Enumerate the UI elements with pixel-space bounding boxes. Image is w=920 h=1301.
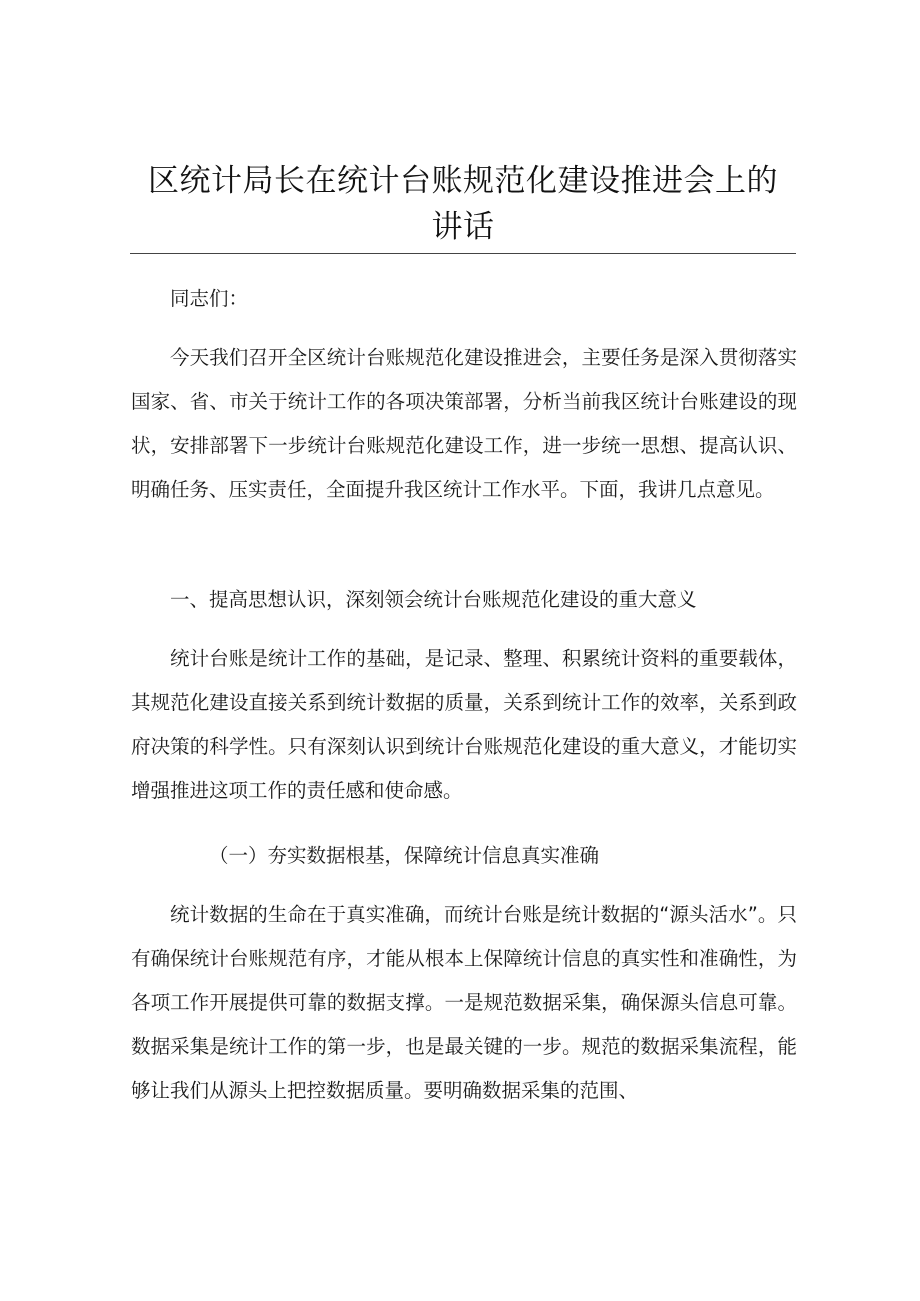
document-title-line-2: 讲话 [431,209,495,245]
document-title [130,158,796,250]
paragraph-section-1: 统计台账是统计工作的基础，是记录、整理、积累统计资料的重要载体，其规范化建设直接关系到统计数据的质量，关系到统计工作的效率，关系到政府决策的科学性。只有深刻认识到统计台账规范化建设的重大意义，才能切实增强推进这项工作的责任感和使命感。 [131,647,797,802]
section-heading-1: 一、提高思想认识，深刻领会统计台账规范化建设的重大意义 [170,588,697,611]
subsection-heading-1: （一）夯实数据根基，保障统计信息真实准确 [209,844,600,867]
paragraph-subsection-1: 统计数据的生命在于真实准确，而统计台账是统计数据的“源头活水”。只有确保统计台账规范有序，才能从根本上保障统计信息的真实性和准确性，为各项工作开展提供可靠的数据支撑。一是规范数据采集，确保源头信息可靠。数据采集是统计工作的第一步，也是最关键的一步。规范的数据采集流程，能够让我们从源头上把控数据质量。要明确数据采集的范围、 [131,903,797,1102]
salutation: 同志们： [170,287,249,310]
document-title-line-1: 区统计局长在统计台账规范化建设推进会上的 [148,163,778,199]
title-divider [130,253,796,254]
paragraph-intro: 今天我们召开全区统计台账规范化建设推进会，主要任务是深入贯彻落实国家、省、市关于统计工作的各项决策部署，分析当前我区统计台账建设的现状，安排部署下一步统计台账规范化建设工作，进一步统一思想、提高认识、明确任务、压实责任，全面提升我区统计工作水平。下面，我讲几点意见。 [131,346,797,501]
